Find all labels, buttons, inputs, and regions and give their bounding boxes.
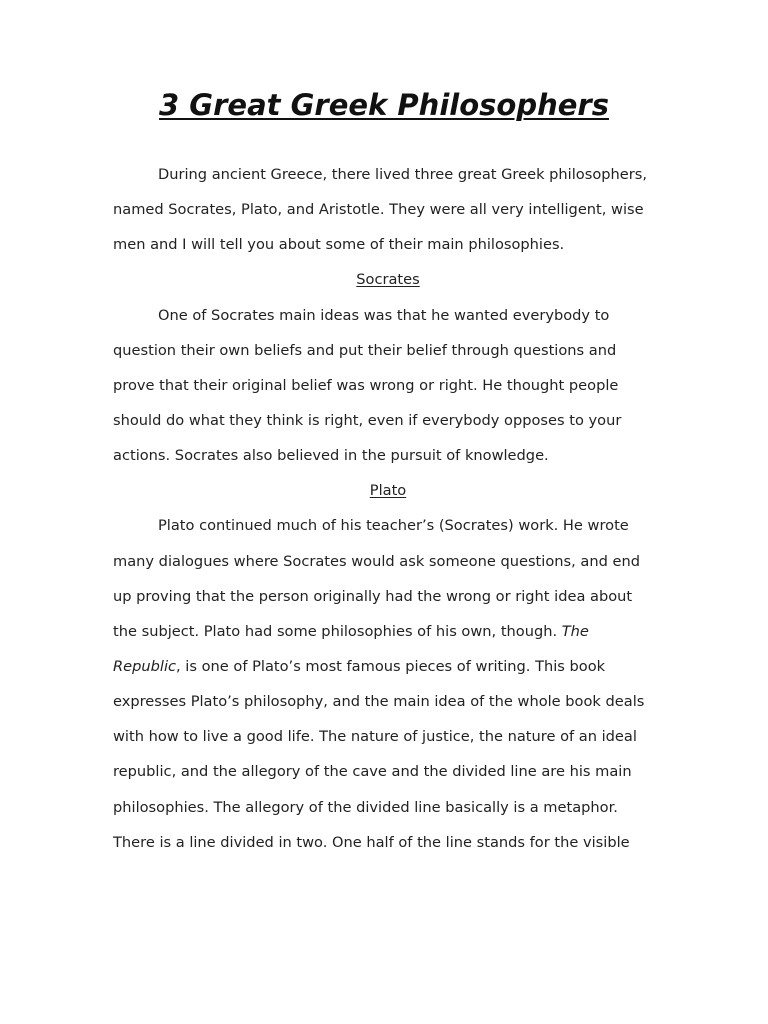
paragraph-line: men and I will tell you about some of their main philosophies. [113,236,565,254]
paragraph-line: republic, and the allegory of the cave and the divided line are his main [113,763,632,781]
paragraph-line: philosophies. The allegory of the divided line basically is a metaphor. [113,798,618,816]
paragraph-line: expresses Plato’s philosophy, and the main idea of the whole book deals [113,693,645,711]
document-body [113,157,673,860]
section-heading-socrates: Socrates [356,271,420,289]
paragraph-line: actions. Socrates also believed in the pursuit of knowledge. [113,447,549,465]
document-title: 3 Great Greek Philosophers [159,88,609,122]
paragraph-line [113,614,673,649]
paragraph-line: many dialogues where Socrates would ask someone questions, and end [113,552,640,570]
book-title-italic: The [561,622,589,640]
paragraph-line [113,649,673,684]
paragraph-line: During ancient Greece, there lived three great Greek philosophers, [158,166,647,183]
paragraph-line: prove that their original belief was wrong or right. He thought people [113,376,619,394]
paragraph-line: One of Socrates main ideas was that he wanted everybody to [158,306,610,324]
paragraph-line: Plato continued much of his teacher’s (Socrates) work. He wrote [158,517,629,535]
section-heading-plato: Plato [369,482,407,500]
book-title-italic: Republic [113,657,177,675]
paragraph-line: should do what they think is right, even if everybody opposes to your [113,411,622,429]
paragraph-line: with how to live a good life. The nature of justice, the nature of an ideal [113,728,637,746]
paragraph-line: named Socrates, Plato, and Aristotle. They were all very intelligent, wise [113,201,644,219]
paragraph-line: up proving that the person originally had the wrong or right idea about [113,587,633,605]
paragraph-text: , is one of Plato’s most famous pieces of writing. This book [176,657,606,675]
paragraph-text: the subject. Plato had some philosophies of his own, though. [113,622,562,640]
paragraph-line: There is a line divided in two. One half of the line stands for the visible [113,833,630,851]
paragraph-line: question their own beliefs and put their belief through questions and [113,341,617,359]
